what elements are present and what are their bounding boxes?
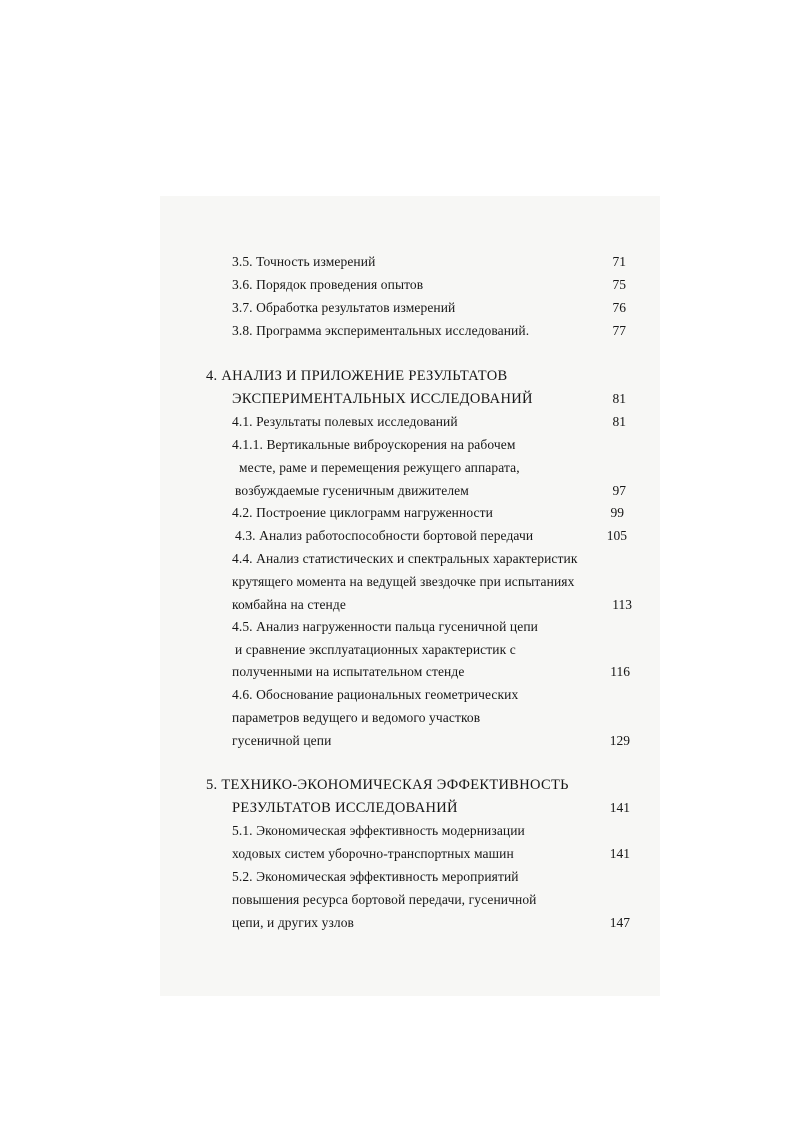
toc-entry-4-6-cont: параметров ведущего и ведомого участков	[232, 710, 481, 725]
toc-entry-4-5-cont: и сравнение эксплуатационных характеристик с	[235, 642, 516, 657]
toc-page-number: 75	[612, 277, 626, 292]
toc-entry-3-5: 3.5. Точность измерений	[232, 254, 376, 269]
toc-entry-5-2-cont: цепи, и других узлов	[232, 915, 355, 930]
toc-page-number: 81	[612, 414, 626, 429]
toc-entry-5-1-cont: ходовых систем уборочно-транспортных машин	[232, 846, 514, 861]
toc-page-number: 76	[612, 300, 626, 315]
toc-entry-4-6-cont: гусеничной цепи	[232, 733, 332, 748]
toc-entry-4-2: 4.2. Построение циклограмм нагруженности	[232, 505, 493, 520]
toc-page-number: 81	[612, 391, 626, 406]
toc-entry-5-1: 5.1. Экономическая эффективность модернизации	[232, 823, 525, 838]
toc-entry-4-5: 4.5. Анализ нагруженности пальца гусеничной цепи	[232, 619, 538, 634]
toc-entry-5-2-cont: повышения ресурса бортовой передачи, гусеничной	[232, 892, 537, 907]
toc-entry-4-5-cont: полученными на испытательном стенде	[232, 664, 465, 679]
toc-page-number: 113	[612, 597, 632, 612]
toc-entry-4-1-1: 4.1.1. Вертикальные виброускорения на рабочем	[232, 437, 516, 452]
toc-entry-3-7: 3.7. Обработка результатов измерений	[232, 300, 456, 315]
toc-entry-4-1-1-cont: месте, раме и перемещения режущего аппарата,	[239, 460, 520, 475]
toc-chapter-5-heading: 5. ТЕХНИКО-ЭКОНОМИЧЕСКАЯ ЭФФЕКТИВНОСТЬ	[206, 777, 569, 793]
toc-page-number: 71	[612, 254, 626, 269]
toc-entry-5-2: 5.2. Экономическая эффективность мероприятий	[232, 869, 519, 884]
toc-entry-3-8: 3.8. Программа экспериментальных исследований.	[232, 323, 530, 338]
toc-page-number: 116	[610, 664, 630, 679]
toc-entry-4-1: 4.1. Результаты полевых исследований	[232, 414, 458, 429]
toc-entry-4-4-cont: комбайна на стенде	[232, 597, 346, 612]
toc-entry-4-3: 4.3. Анализ работоспособности бортовой передачи	[235, 528, 534, 543]
toc-chapter-4-heading-cont: ЭКСПЕРИМЕНТАЛЬНЫХ ИССЛЕДОВАНИЙ	[232, 391, 533, 407]
toc-entry-4-4-cont: крутящего момента на ведущей звездочке при испытаниях	[232, 574, 575, 589]
toc-entry-4-6: 4.6. Обоснование рациональных геометрических	[232, 687, 519, 702]
toc-entry-4-1-1-cont: возбуждаемые гусеничным движителем	[235, 483, 469, 498]
toc-page-number: 105	[606, 528, 627, 543]
toc-entry-4-4: 4.4. Анализ статистических и спектральных характеристик	[232, 551, 578, 566]
toc-page-number: 141	[609, 800, 630, 815]
toc-chapter-5-heading-cont: РЕЗУЛЬТАТОВ ИССЛЕДОВАНИЙ	[232, 800, 458, 816]
toc-page-number: 141	[609, 846, 630, 861]
toc-chapter-4-heading: 4. АНАЛИЗ И ПРИЛОЖЕНИЕ РЕЗУЛЬТАТОВ	[206, 368, 508, 384]
toc-page-number: 147	[609, 915, 630, 930]
toc-page-number: 97	[612, 483, 626, 498]
toc-page-number: 77	[612, 323, 626, 338]
toc-page-number: 129	[609, 733, 630, 748]
toc-page-number: 99	[610, 505, 624, 520]
toc-entry-3-6: 3.6. Порядок проведения опытов	[232, 277, 424, 292]
